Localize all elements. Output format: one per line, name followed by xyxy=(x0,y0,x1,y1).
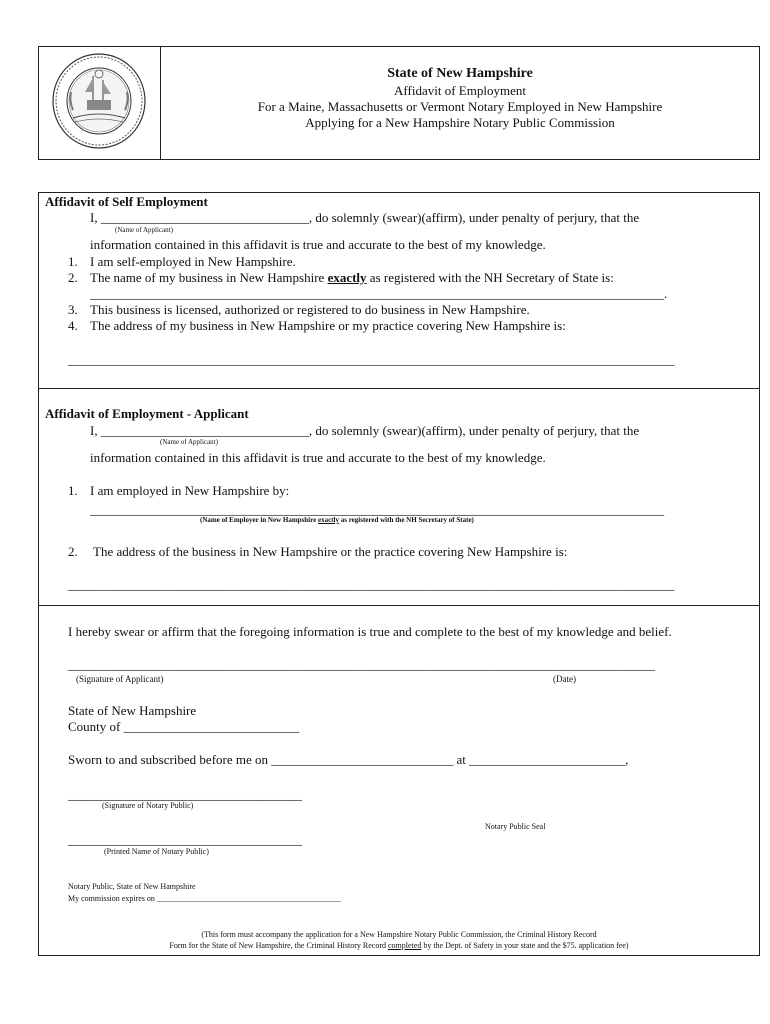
self-item-1-num: 1. xyxy=(68,254,78,269)
notary-printed-name-line[interactable]: ____________________________________ xyxy=(68,832,302,847)
employment-item-2-num: 2. xyxy=(68,544,78,559)
notary-signature-line[interactable]: ____________________________________ xyxy=(68,787,302,802)
form-scope-line: For a Maine, Massachusetts or Vermont Notary Employed in New Hampshire xyxy=(257,99,663,114)
self-item-4 xyxy=(68,318,566,334)
notary-state-label: Notary Public, State of New Hampshire xyxy=(68,882,196,891)
employment-oath-prefix: I, xyxy=(90,423,101,438)
employer-name-caption xyxy=(200,516,474,525)
footer-note-line-2 xyxy=(38,941,760,951)
self-item-3 xyxy=(68,302,530,318)
self-employment-heading: Affidavit of Self Employment xyxy=(45,194,208,209)
employment-info-statement: information contained in this affidavit is true and accurate to the best of my knowledge. xyxy=(90,450,546,465)
footer-note-start: Form for the State of New Hampshire, the Criminal History Record xyxy=(169,941,388,950)
applicant-signature-line[interactable]: ___________________________________________________________________________________________ xyxy=(68,657,655,672)
self-address-blank[interactable]: ______________________________________________________________________________________________ xyxy=(68,352,675,367)
self-name-caption: (Name of Applicant) xyxy=(115,226,173,234)
notary-signature-caption: (Signature of Notary Public) xyxy=(102,801,194,810)
employment-item-1 xyxy=(68,483,289,499)
notary-seal-label: Notary Public Seal xyxy=(485,822,546,831)
section-divider-1 xyxy=(38,388,760,389)
notary-printed-name-caption: (Printed Name of Notary Public) xyxy=(104,847,209,856)
self-item-3-num: 3. xyxy=(68,302,78,317)
employment-item-2 xyxy=(68,544,567,560)
self-item-1 xyxy=(68,254,296,270)
self-item-1-text: I am self-employed in New Hampshire. xyxy=(90,254,296,269)
commission-expiry-line[interactable]: My commission expires on ______________________________________________ xyxy=(68,894,341,903)
employer-name-blank[interactable]: _________________________________________________________________________________________ xyxy=(90,502,665,517)
employment-name-caption: (Name of Applicant) xyxy=(160,438,218,446)
self-item-2-num: 2. xyxy=(68,270,78,285)
self-item-4-text: The address of my business in New Hampshire or my practice covering New Hampshire is: xyxy=(90,318,566,333)
employer-caption-emphasis: exactly xyxy=(317,516,339,524)
self-item-2-text-end: as registered with the NH Secretary of State is: xyxy=(366,270,614,285)
self-oath-suffix: , do solemnly (swear)(affirm), under penalty of perjury, that the xyxy=(308,210,640,225)
form-purpose-line: Applying for a New Hampshire Notary Public Commission xyxy=(305,115,615,130)
self-item-2 xyxy=(68,270,614,286)
form-title: State of New Hampshire xyxy=(387,66,533,81)
self-item-4-num: 4. xyxy=(68,318,78,333)
employment-oath-suffix: , do solemnly (swear)(affirm), under penalty of perjury, that the xyxy=(308,423,640,438)
form-subtitle: Affidavit of Employment xyxy=(394,83,526,98)
employment-heading: Affidavit of Employment - Applicant xyxy=(45,406,249,421)
sworn-subscribed-line[interactable]: Sworn to and subscribed before me on ____________________________ at ________________________, xyxy=(68,752,629,767)
date-caption: (Date) xyxy=(553,674,576,684)
employment-applicant-name-blank[interactable]: ________________________________ xyxy=(100,423,309,438)
venue-county[interactable]: County of ___________________________ xyxy=(68,719,300,734)
employer-caption-start: (Name of Employer in New Hampshire xyxy=(200,516,318,524)
state-seal-icon xyxy=(51,52,147,150)
applicant-signature-caption: (Signature of Applicant) xyxy=(76,674,164,684)
employment-oath-line xyxy=(90,423,639,439)
self-oath-prefix: I, xyxy=(90,210,101,225)
footer-note-emphasis: completed xyxy=(388,941,422,950)
self-item-2-text: The name of my business in New Hampshire xyxy=(90,270,328,285)
employment-item-1-num: 1. xyxy=(68,483,78,498)
self-item-2-emphasis: exactly xyxy=(327,270,367,285)
self-info-statement: information contained in this affidavit is true and accurate to the best of my knowledge. xyxy=(90,237,546,252)
footer-note-end: by the Dept. of Safety in your state and the $75. application fee) xyxy=(421,941,629,950)
section-divider-2 xyxy=(38,605,760,606)
self-business-name-blank[interactable]: _________________________________________________________________________________________. xyxy=(90,286,668,301)
self-oath-line xyxy=(90,210,639,226)
oath-statement: I hereby swear or affirm that the foregoing information is true and complete to the best of my knowledge and belief. xyxy=(68,624,672,639)
footer-note-line-1: (This form must accompany the application for a New Hampshire Notary Public Commission, the Criminal History Record xyxy=(201,930,597,939)
employment-item-2-text: The address of the business in New Hampshire or the practice covering New Hampshire is: xyxy=(93,544,568,559)
venue-state: State of New Hampshire xyxy=(68,703,197,718)
self-applicant-name-blank[interactable]: ________________________________ xyxy=(100,210,309,225)
employment-item-1-text: I am employed in New Hampshire by: xyxy=(90,483,290,498)
employer-caption-end: as registered with the NH Secretary of State) xyxy=(338,516,474,524)
self-item-3-text: This business is licensed, authorized or registered to do business in New Hampshire. xyxy=(90,302,530,317)
employment-address-blank[interactable]: ______________________________________________________________________________________________ xyxy=(68,577,675,592)
